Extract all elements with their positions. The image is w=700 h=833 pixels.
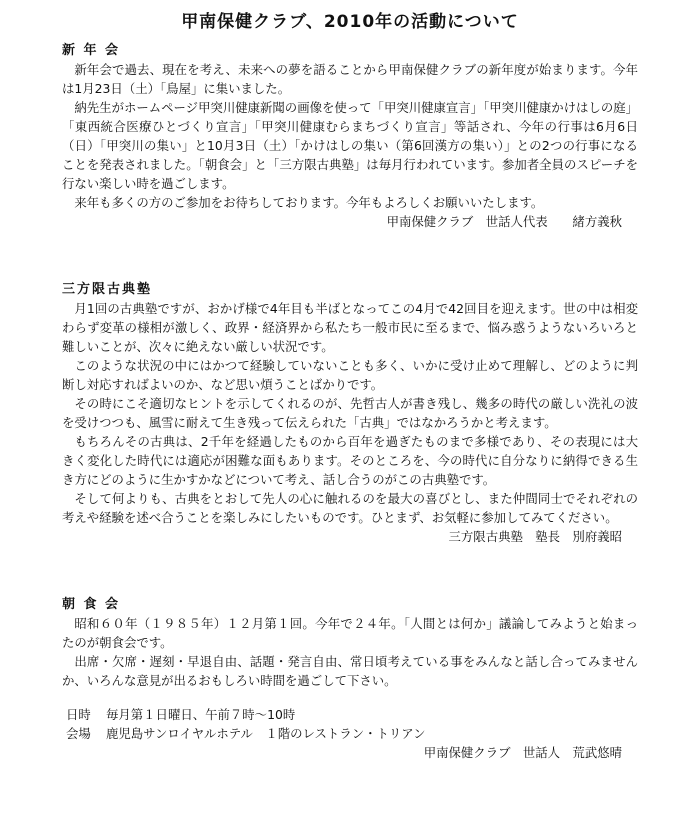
paragraph: 新年会で過去、現在を考え、未来への夢を語ることから甲南保健クラブの新年度が始まります。今年は1月23日（土）「鳥屋」に集いました。 xyxy=(62,62,638,96)
paragraph: 納先生がホームページ甲突川健康新聞の画像を使って「甲突川健康宣言」「甲突川健康かけはしの庭」「東西統合医療ひとづくり宣言」「甲突川健康むらまちづくり宣言」等話され、今年の行事は6月6日（日）「甲突川の集い」と10月3日（土）「かけはしの集い（第6回漢方の集い）」との2つの行事になることを発表されました。「朝食会」と「三方限古典塾」は毎月行われています。参加者全員のスピーチを行ない楽しい時を過ごします。 xyxy=(62,100,638,191)
section-breakfast-meeting xyxy=(62,596,638,762)
event-info xyxy=(62,705,638,743)
paragraph: このような状況の中にはかつて経験していないことも多く、いかに受け止めて理解し、どのように判断し対応すればよいのか、など思い煩うことばかりです。 xyxy=(62,358,638,392)
section-classics-school xyxy=(62,281,638,546)
paragraph: そして何よりも、古典をとおして先人の心に触れるのを最大の喜びとし、また仲間同士でそれぞれの考えや経験を述べ合うことを楽しみにしたいものです。ひとまず、お気軽に参加してみてください。 xyxy=(62,491,638,525)
paragraph: 出席・欠席・遅刻・早退自由、話題・発言自由、常日頃考えている事をみんなと話し合ってみませんか、いろんな意見が出るおもしろい時間を過ごして下さい。 xyxy=(62,654,638,688)
info-label: 日時 xyxy=(66,707,91,722)
paragraph: 来年も多くの方のご参加をお待ちしております。今年もよろしくお願いいたします。 xyxy=(74,195,544,210)
paragraph: 月1回の古典塾ですが、おかげ様で4年目も半ばとなってこの4月で42回目を迎えます。世の中は相変わらず変革の様相が激しく、政界・経済界から私たち一般市民に至るまで、悩み惑うようないろいろと難しいことが、次々に絶えない厳しい状況です。 xyxy=(62,301,638,354)
info-value: 毎月第１日曜日、午前７時〜10時 xyxy=(106,707,296,722)
signature: 甲南保健クラブ 世話人 荒武悠晴 xyxy=(423,745,622,760)
paragraph: 昭和６０年（１９８５年）１２月第１回。今年で２４年。「人間とは何か」議論してみようと始まったのが朝食会です。 xyxy=(62,616,638,650)
section-heading: 朝 食 会 xyxy=(62,597,121,612)
section-new-year-party xyxy=(62,42,638,231)
page-title: 甲南保健クラブ、2010年の活動について xyxy=(181,12,519,32)
signature: 三方限古典塾 塾長 別府義昭 xyxy=(448,529,622,544)
paragraph: その時にこそ適切なヒントを示してくれるのが、先哲古人が書き残し、幾多の時代の厳しい洗礼の波を受けつつも、風雪に耐えて生き残って伝えられた「古典」ではなかろうかと考えます。 xyxy=(62,396,638,430)
info-value: 鹿児島サンロイヤルホテル １階のレストラン・トリアン xyxy=(106,726,426,741)
info-label: 会場 xyxy=(66,726,91,741)
info-row-datetime xyxy=(66,705,638,724)
section-heading: 新 年 会 xyxy=(62,43,121,58)
info-row-venue xyxy=(66,724,638,743)
paragraph: もちろんその古典は、2千年を経過したものから百年を過ぎたものまで多様であり、その表現には大きく変化した時代には適応が困難な面もあります。そのところを、今の時代に自分なりに納得できる生き方にどのように生かすかなどについて考え、話し合うのがこの古典塾です。 xyxy=(62,434,638,487)
signature: 甲南保健クラブ 世話人代表 緒方義秋 xyxy=(386,214,622,229)
section-heading: 三方限古典塾 xyxy=(62,282,153,297)
